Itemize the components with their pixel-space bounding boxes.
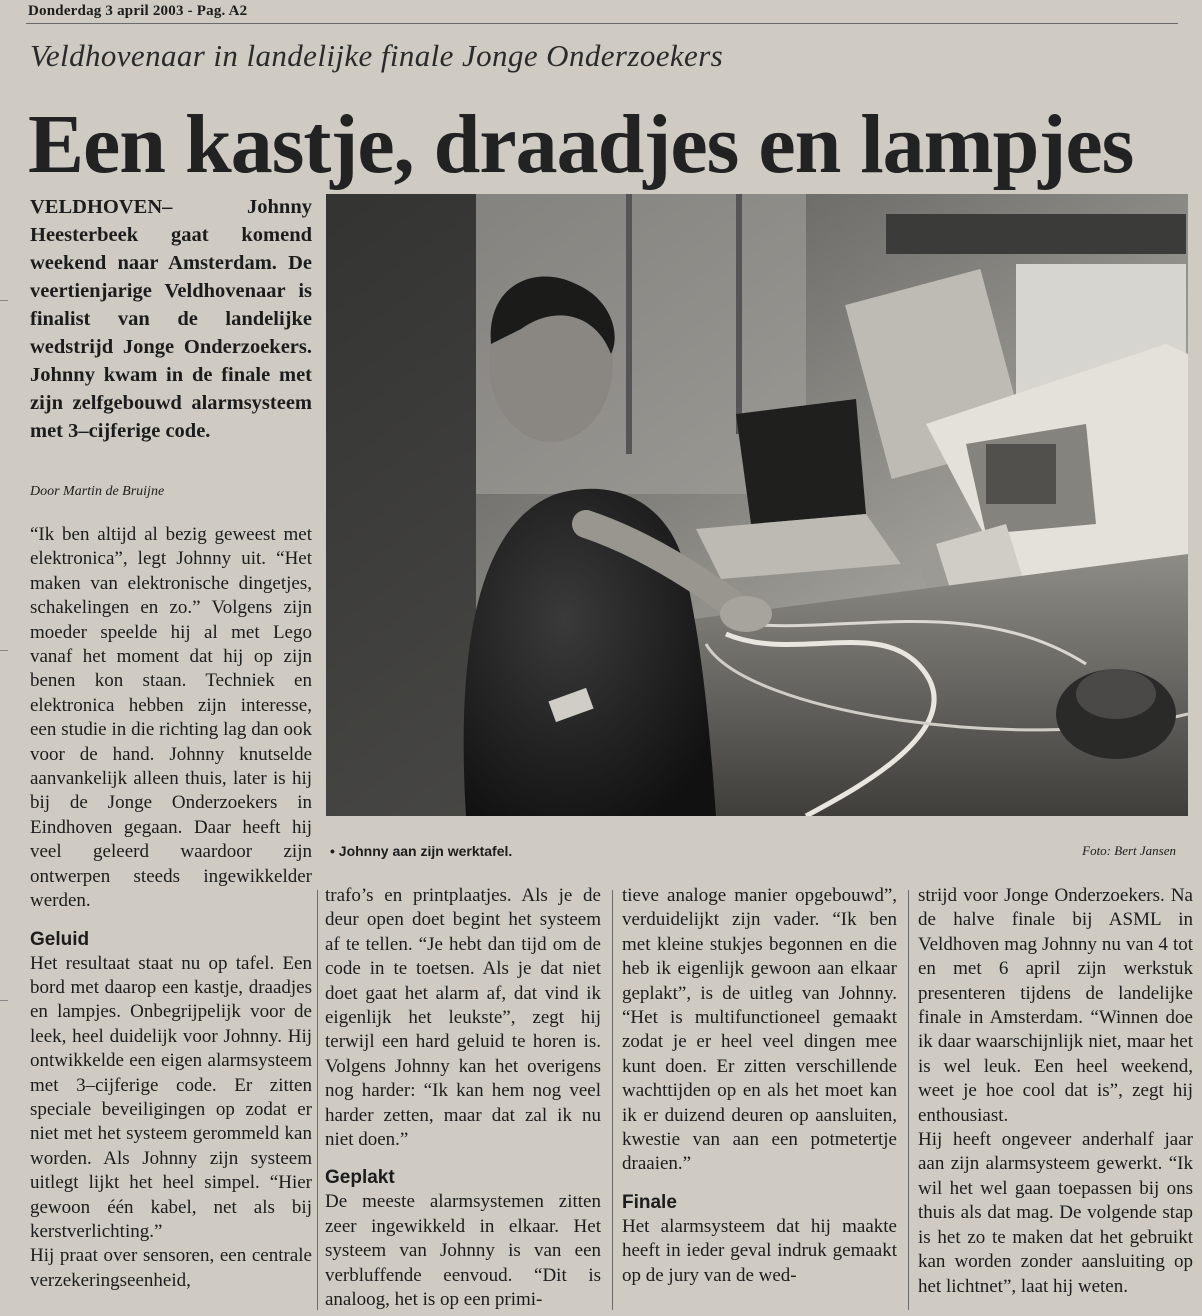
header-rule: [26, 23, 1178, 24]
photo-caption: • Johnny aan zijn werktafel.: [330, 843, 513, 859]
dateline: Donderdag 3 april 2003 - Pag. A2: [28, 3, 248, 19]
photo: [326, 194, 1188, 816]
column-4: [918, 884, 1193, 1299]
paragraph: Hij praat over sensoren, een centrale verzekeringseenheid,: [30, 1245, 312, 1291]
subheading-geluid: Geluid: [30, 928, 90, 950]
column-2: [325, 884, 601, 1313]
photo-credit: Foto: Bert Jansen: [1082, 843, 1176, 858]
subheading-geplakt: Geplakt: [325, 1167, 395, 1189]
paragraph: De meeste alarmsystemen zitten zeer ingewikkeld in elkaar. Het systeem van Johnny is van een verbluffende eenvoud. “Dit is analoog, het is op een primi-: [325, 1191, 601, 1311]
column-divider: [317, 890, 318, 1310]
paragraph: trafo’s en printplaatjes. Als je de deur open doet begint het systeem af te tellen. “Je hebt dan tijd om de code in te toetsen. Als je dat niet doet gaat het alarm af, dat vind ik eigenlijk het leukste”, zegt hij terwijl een hard geluid te horen is. Volgens Johnny kan het overigens nog harder: “Ik kan hem nog veel harder zetten, maar dat zal ik nu niet doen.”: [325, 885, 601, 1151]
subheading-finale: Finale: [622, 1191, 677, 1213]
paragraph: strijd voor Jonge Onderzoekers. Na de halve finale bij ASML in Veldhoven mag Johnny nu van 4 tot en met 6 april zijn werkstuk presenteren tijdens de landelijke finale in Amsterdam. “Winnen doe ik daar waarschijnlijk niet, maar het is wel leuk. Een heel weekend, weet je hoe cool dat is”, zegt hij enthousiast.: [918, 885, 1193, 1126]
lead-paragraph: VELDHOVEN– Johnny Heesterbeek gaat komend weekend naar Amsterdam. De veertienjarige Veldhovenaar is finalist van de landelijke wedstrijd Jonge Onderzoekers. Johnny kwam in de finale met zijn zelfgebouwd alarmsysteem met 3–cijferige code.: [30, 196, 312, 442]
page-edge: [0, 0, 10, 1316]
paragraph: Het alarmsysteem dat hij maakte heeft in ieder geval indruk gemaakt op de jury van de wed-: [622, 1215, 897, 1286]
column-3: [622, 884, 897, 1288]
column-divider: [908, 890, 909, 1310]
byline: Door Martin de Bruijne: [30, 484, 165, 499]
column-divider: [612, 890, 613, 1310]
paragraph: Hij heeft ongeveer anderhalf jaar aan zijn alarmsysteem gewerkt. “Ik wil het wel gaan toepassen bij ons thuis als dat mag. De volgende stap is het zo te maken dat het gebruikt kan worden zonder aansluiting op het lichtnet”, laat hij weten.: [918, 1129, 1193, 1297]
paragraph: Het resultaat staat nu op tafel. Een bord met daarop een kastje, draadjes en lampjes. Onbegrijpelijk voor de leek, heel duidelijk voor Johnny. Hij ontwikkelde een eigen alarmsysteem met 3–cijferige code. Er zitten speciale beveiligingen op zodat er niet met het systeem gerommeld kan worden. Als Johnny zijn systeem uitlegt lijkt het heel simpel. “Hier gewoon één kabel, net als bij kerstverlichting.”: [30, 952, 312, 1242]
kicker: Veldhovenaar in landelijke finale Jonge Onderzoekers: [30, 38, 724, 73]
column-1: [30, 523, 312, 1293]
paragraph: “Ik ben altijd al bezig geweest met elektronica”, legt Johnny uit. “Het maken van elektronische dingetjes, schakelingen en zo.” Volgens zijn moeder speelde hij al met Lego vanaf het moment dat hij op zijn benen kon staan. Techniek en elektronica hebben zijn interesse, een studie in die richting lag dan ook voor de hand. Johnny knutselde aanvankelijk alleen thuis, later is hij bij de Jonge Onderzoekers in Eindhoven gegaan. Daar heeft hij veel geleerd waardoor zijn ontwerpen steeds ingewikkelder werden.: [30, 524, 312, 912]
headline: Een kastje, draadjes en lampjes: [28, 98, 1134, 191]
paragraph: tieve analoge manier opgebouwd”, verduidelijkt zijn vader. “Ik ben met kleine stukjes begonnen en die heb ik eigenlijk gewoon aan elkaar geplakt”, is de uitleg van Johnny. “Het is multifunctioneel gemaakt zodat je er heel veel dingen mee kunt doen. Er zitten verschillende wachttijden op en als het moet kan ik er duizend deuren op aansluiten, kwestie van aan een potmetertje draaien.”: [622, 885, 897, 1175]
